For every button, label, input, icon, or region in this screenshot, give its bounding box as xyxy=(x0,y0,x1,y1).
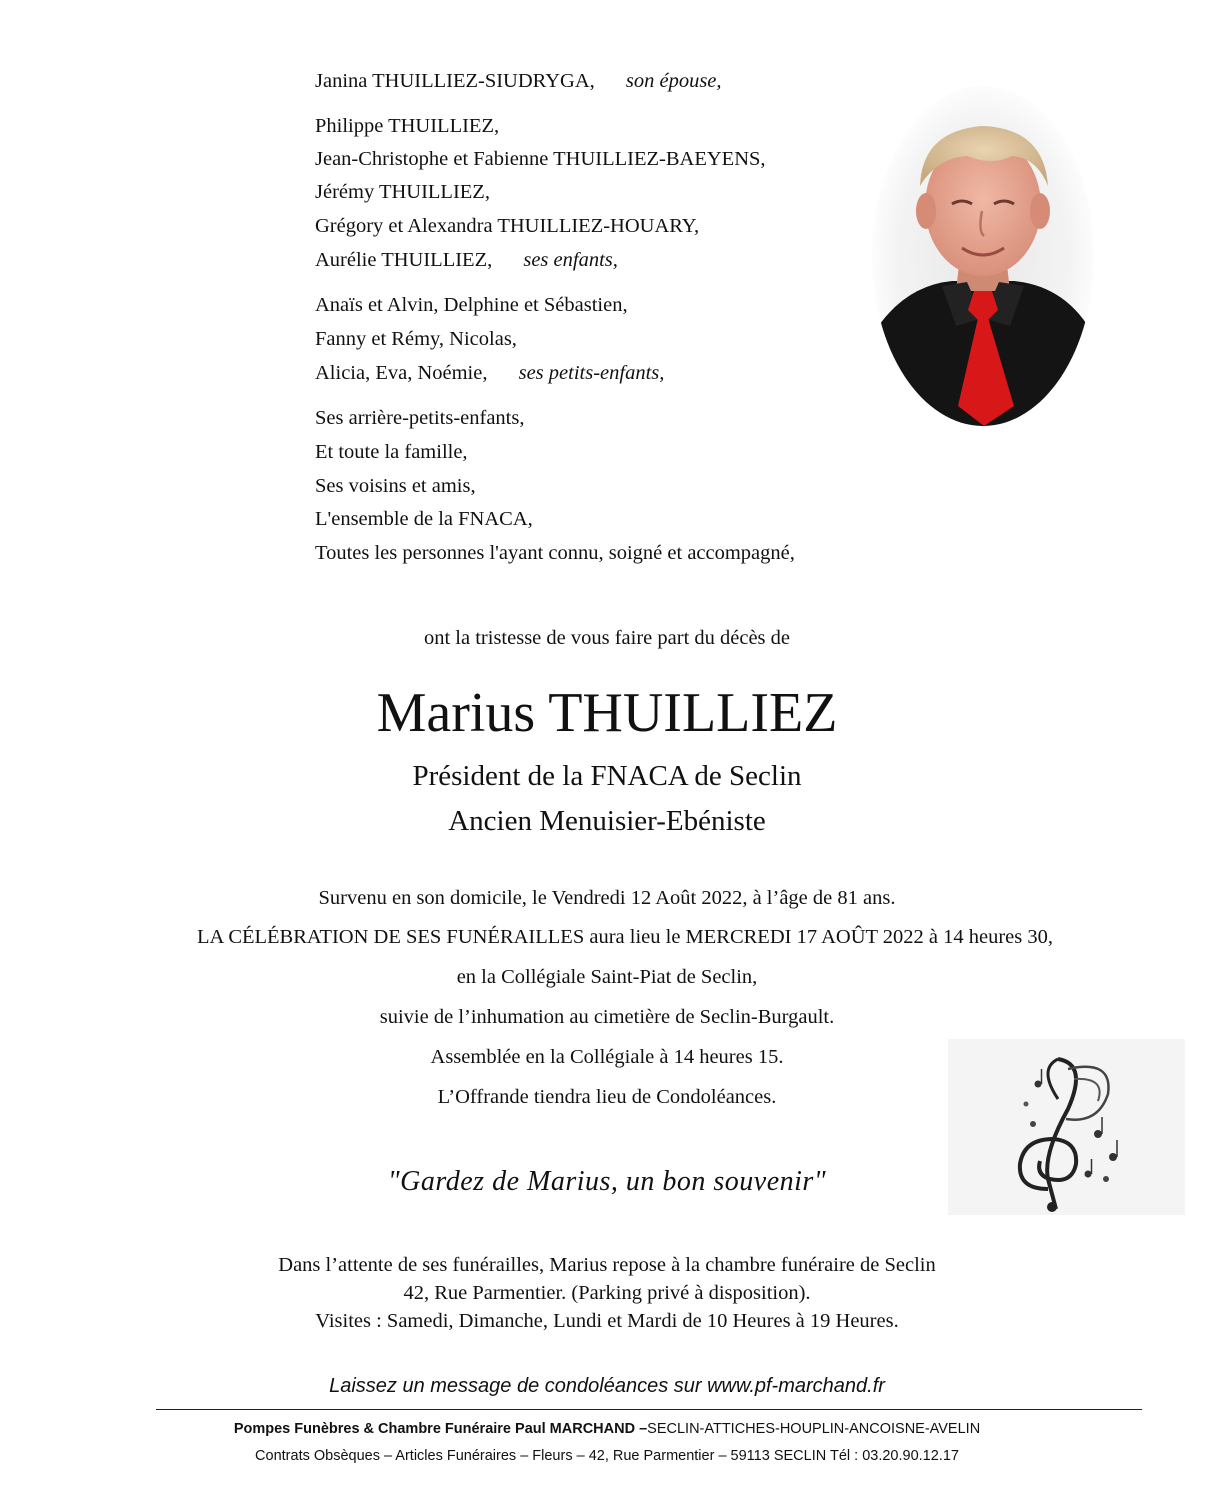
detail-line: en la Collégiale Saint-Piat de Seclin, xyxy=(456,966,758,988)
grandchild-line-last xyxy=(315,357,664,390)
deceased-title-1: Président de la FNACA de Seclin xyxy=(412,760,802,792)
condolences-message: Laissez un message de condoléances sur www.pf-marchand.fr xyxy=(329,1375,885,1397)
detail-line: suivie de l’inhumation au cimetière de Seclin-Burgault. xyxy=(379,1006,835,1028)
grandchild-names: Alicia, Eva, Noémie, xyxy=(315,362,488,384)
child-name: Aurélie THUILLIEZ, xyxy=(315,249,493,271)
child-line: Jean-Christophe et Fabienne THUILLIEZ-BAEYENS, xyxy=(315,148,766,170)
detail-line: LA CÉLÉBRATION DE SES FUNÉRAILLES aura lieu le MERCREDI 17 AOÛT 2022 à 14 heures 30, xyxy=(197,926,1053,948)
detail-line: Assemblée en la Collégiale à 14 heures 15. xyxy=(430,1046,784,1068)
grandchildren-role: ses petits-enfants, xyxy=(518,362,665,384)
spouse-role: son épouse, xyxy=(625,70,722,92)
child-line-last xyxy=(315,244,618,277)
visit-line: 42, Rue Parmentier. (Parking privé à disposition). xyxy=(403,1282,811,1304)
grandchild-line: Anaïs et Alvin, Delphine et Sébastien, xyxy=(315,294,628,316)
footer-company: Pompes Funèbres & Chambre Funéraire Paul MARCHAND – xyxy=(233,1421,648,1437)
child-line: Grégory et Alexandra THUILLIEZ-HOUARY, xyxy=(315,215,700,237)
visit-line: Visites : Samedi, Dimanche, Lundi et Mardi de 10 Heures à 19 Heures. xyxy=(315,1310,899,1332)
child-line: Jérémy THUILLIEZ, xyxy=(315,181,490,203)
children-role: ses enfants, xyxy=(523,249,618,271)
child-line: Philippe THUILLIEZ, xyxy=(315,115,500,137)
memorial-quote: "Gardez de Marius, un bon souvenir" xyxy=(387,1166,827,1197)
detail-line: Survenu en son domicile, le Vendredi 12 Août 2022, à l’âge de 81 ans. xyxy=(318,887,896,909)
deceased-name: Marius THUILLIEZ xyxy=(376,682,838,744)
announcement-intro: ont la tristesse de vous faire part du décès de xyxy=(423,627,791,649)
other-line: Ses arrière-petits-enfants, xyxy=(315,407,525,429)
portrait-photo xyxy=(872,86,1094,426)
footer-services: Contrats Obsèques – Articles Funéraires – Fleurs – 42, Rue Parmentier – 59113 SECLIN Tél : 03.20.90.12.17 xyxy=(255,1448,959,1464)
visit-line: Dans l’attente de ses funérailles, Marius repose à la chambre funéraire de Seclin xyxy=(278,1254,936,1276)
detail-line: L’Offrande tiendra lieu de Condoléances. xyxy=(437,1086,777,1108)
other-line: Ses voisins et amis, xyxy=(315,475,476,497)
portrait-illustration xyxy=(872,86,1094,426)
other-line: L'ensemble de la FNACA, xyxy=(315,508,533,530)
footer-divider xyxy=(156,1409,1142,1410)
other-line: Et toute la famille, xyxy=(315,441,468,463)
footer-company-line xyxy=(0,1418,1214,1440)
spouse-name: Janina THUILLIEZ-SIUDRYGA, xyxy=(315,70,595,92)
spouse-line xyxy=(315,65,722,98)
grandchild-line: Fanny et Rémy, Nicolas, xyxy=(315,328,517,350)
footer-towns: SECLIN-ATTICHES-HOUPLIN-ANCOISNE-AVELIN xyxy=(647,1421,981,1437)
other-line: Toutes les personnes l'ayant connu, soigné et accompagné, xyxy=(315,542,795,564)
deceased-title-2: Ancien Menuisier-Ebéniste xyxy=(448,805,766,837)
